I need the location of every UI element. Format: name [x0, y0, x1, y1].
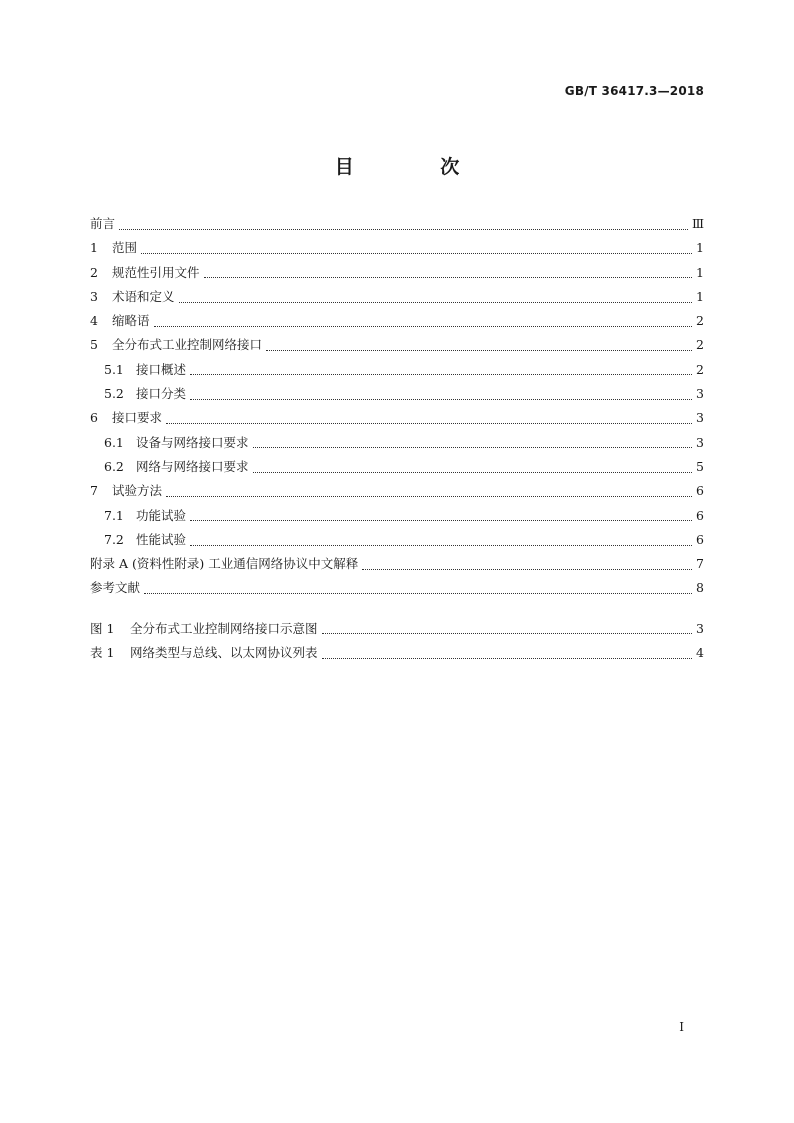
toc-entry-page: 1 [696, 240, 704, 256]
toc-entry-page: 8 [696, 580, 704, 596]
page-title: 目 次 [334, 156, 500, 178]
toc-entry-number: 6.1 [104, 434, 124, 450]
toc-entry[interactable] [90, 554, 704, 578]
toc-entry[interactable] [90, 506, 704, 530]
toc-entry[interactable] [90, 481, 704, 505]
toc-entry-number: 7.1 [104, 507, 124, 523]
toc-entry-page: 6 [696, 507, 704, 523]
dot-leader [154, 326, 692, 327]
toc-entry[interactable] [90, 311, 704, 335]
toc-entry-label: 设备与网络接口要求 [136, 434, 249, 450]
dot-leader [322, 633, 692, 634]
toc-entry-label: 性能试验 [136, 531, 187, 547]
toc-entry-number: 5.2 [104, 386, 124, 402]
toc-entry-label: 参考文献 [90, 580, 141, 596]
toc-entry-label: 接口概述 [136, 361, 187, 377]
section-gap [90, 603, 704, 619]
toc-entry-number: 1 [90, 240, 98, 256]
toc-entry-page: 6 [696, 483, 704, 499]
toc-entry-label: 试验方法 [112, 483, 163, 499]
toc-entry[interactable] [90, 287, 704, 311]
toc-entry[interactable] [90, 408, 704, 432]
toc-entry-number: 7.2 [104, 531, 124, 547]
toc-entry-page: 4 [696, 645, 704, 661]
dot-leader [190, 374, 692, 375]
toc-entry-label: 缩略语 [112, 313, 150, 329]
toc-entry[interactable] [90, 263, 704, 287]
toc-entry-label: 术语和定义 [112, 288, 175, 304]
toc-entry-number: 4 [90, 313, 98, 329]
dot-leader [144, 593, 692, 594]
toc-entry[interactable] [90, 214, 704, 238]
standard-code: GB/T 36417.3—2018 [564, 84, 704, 98]
toc-entry-page: 3 [696, 410, 704, 426]
toc-entry-number: 5 [90, 337, 98, 353]
page-number: I [679, 1020, 684, 1034]
dot-leader [166, 423, 692, 424]
dot-leader [204, 277, 692, 278]
toc-entry-page: 3 [696, 386, 704, 402]
dot-leader [119, 229, 688, 230]
dot-leader [166, 496, 692, 497]
dot-leader [190, 399, 692, 400]
toc-entry-page: 2 [696, 313, 704, 329]
toc-entry-label: 全分布式工业控制网络接口示意图 [130, 620, 318, 636]
table-of-contents [90, 214, 704, 667]
dot-leader [190, 520, 692, 521]
toc-entry-label: 规范性引用文件 [112, 264, 200, 280]
toc-entry-page: 2 [696, 337, 704, 353]
toc-entry-label: 前言 [90, 216, 116, 231]
dot-leader [141, 253, 692, 254]
toc-entry-number: 5.1 [104, 361, 124, 377]
toc-entry-label: 功能试验 [136, 507, 187, 523]
toc-entry-page: 3 [696, 434, 704, 450]
toc-entry-number: 图 1 [90, 620, 115, 636]
toc-entry-number: 表 1 [90, 645, 115, 661]
toc-entry-label: 接口要求 [112, 410, 163, 426]
dot-leader [253, 447, 692, 448]
toc-entry-page: 7 [696, 556, 704, 572]
toc-entry-page: 2 [696, 361, 704, 377]
toc-entry-number: 6.2 [104, 458, 124, 474]
dot-leader [253, 472, 692, 473]
toc-entry-page: 3 [696, 620, 704, 636]
dot-leader [362, 569, 692, 570]
toc-entry[interactable] [90, 360, 704, 384]
toc-entry-label: 全分布式工业控制网络接口 [112, 337, 263, 353]
toc-entry[interactable] [90, 619, 704, 643]
toc-entry-page: 6 [696, 531, 704, 547]
toc-entry-label: 网络类型与总线、以太网协议列表 [130, 645, 318, 661]
toc-entry[interactable] [90, 433, 704, 457]
toc-entry[interactable] [90, 335, 704, 359]
toc-entry[interactable] [90, 643, 704, 667]
toc-entry-page: 5 [696, 458, 704, 474]
toc-entry[interactable] [90, 578, 704, 602]
dot-leader [179, 302, 692, 303]
toc-entry-label: 网络与网络接口要求 [136, 458, 249, 474]
dot-leader [322, 658, 692, 659]
toc-entry-page: Ⅲ [691, 216, 704, 231]
toc-entry-number: 3 [90, 288, 98, 304]
toc-entry[interactable] [90, 530, 704, 554]
toc-entry-label: 接口分类 [136, 386, 187, 402]
toc-entry-page: 1 [696, 288, 704, 304]
toc-entry-number: 2 [90, 264, 98, 280]
toc-entry-number: 6 [90, 410, 98, 426]
dot-leader [266, 350, 692, 351]
toc-entry[interactable] [90, 457, 704, 481]
toc-entry-label: 范围 [112, 240, 138, 256]
toc-entry-number: 7 [90, 483, 98, 499]
dot-leader [190, 545, 692, 546]
toc-entry[interactable] [90, 384, 704, 408]
toc-entry-page: 1 [696, 264, 704, 280]
toc-entry[interactable] [90, 238, 704, 262]
toc-entry-label: 附录 A (资料性附录) 工业通信网络协议中文解释 [90, 556, 359, 572]
